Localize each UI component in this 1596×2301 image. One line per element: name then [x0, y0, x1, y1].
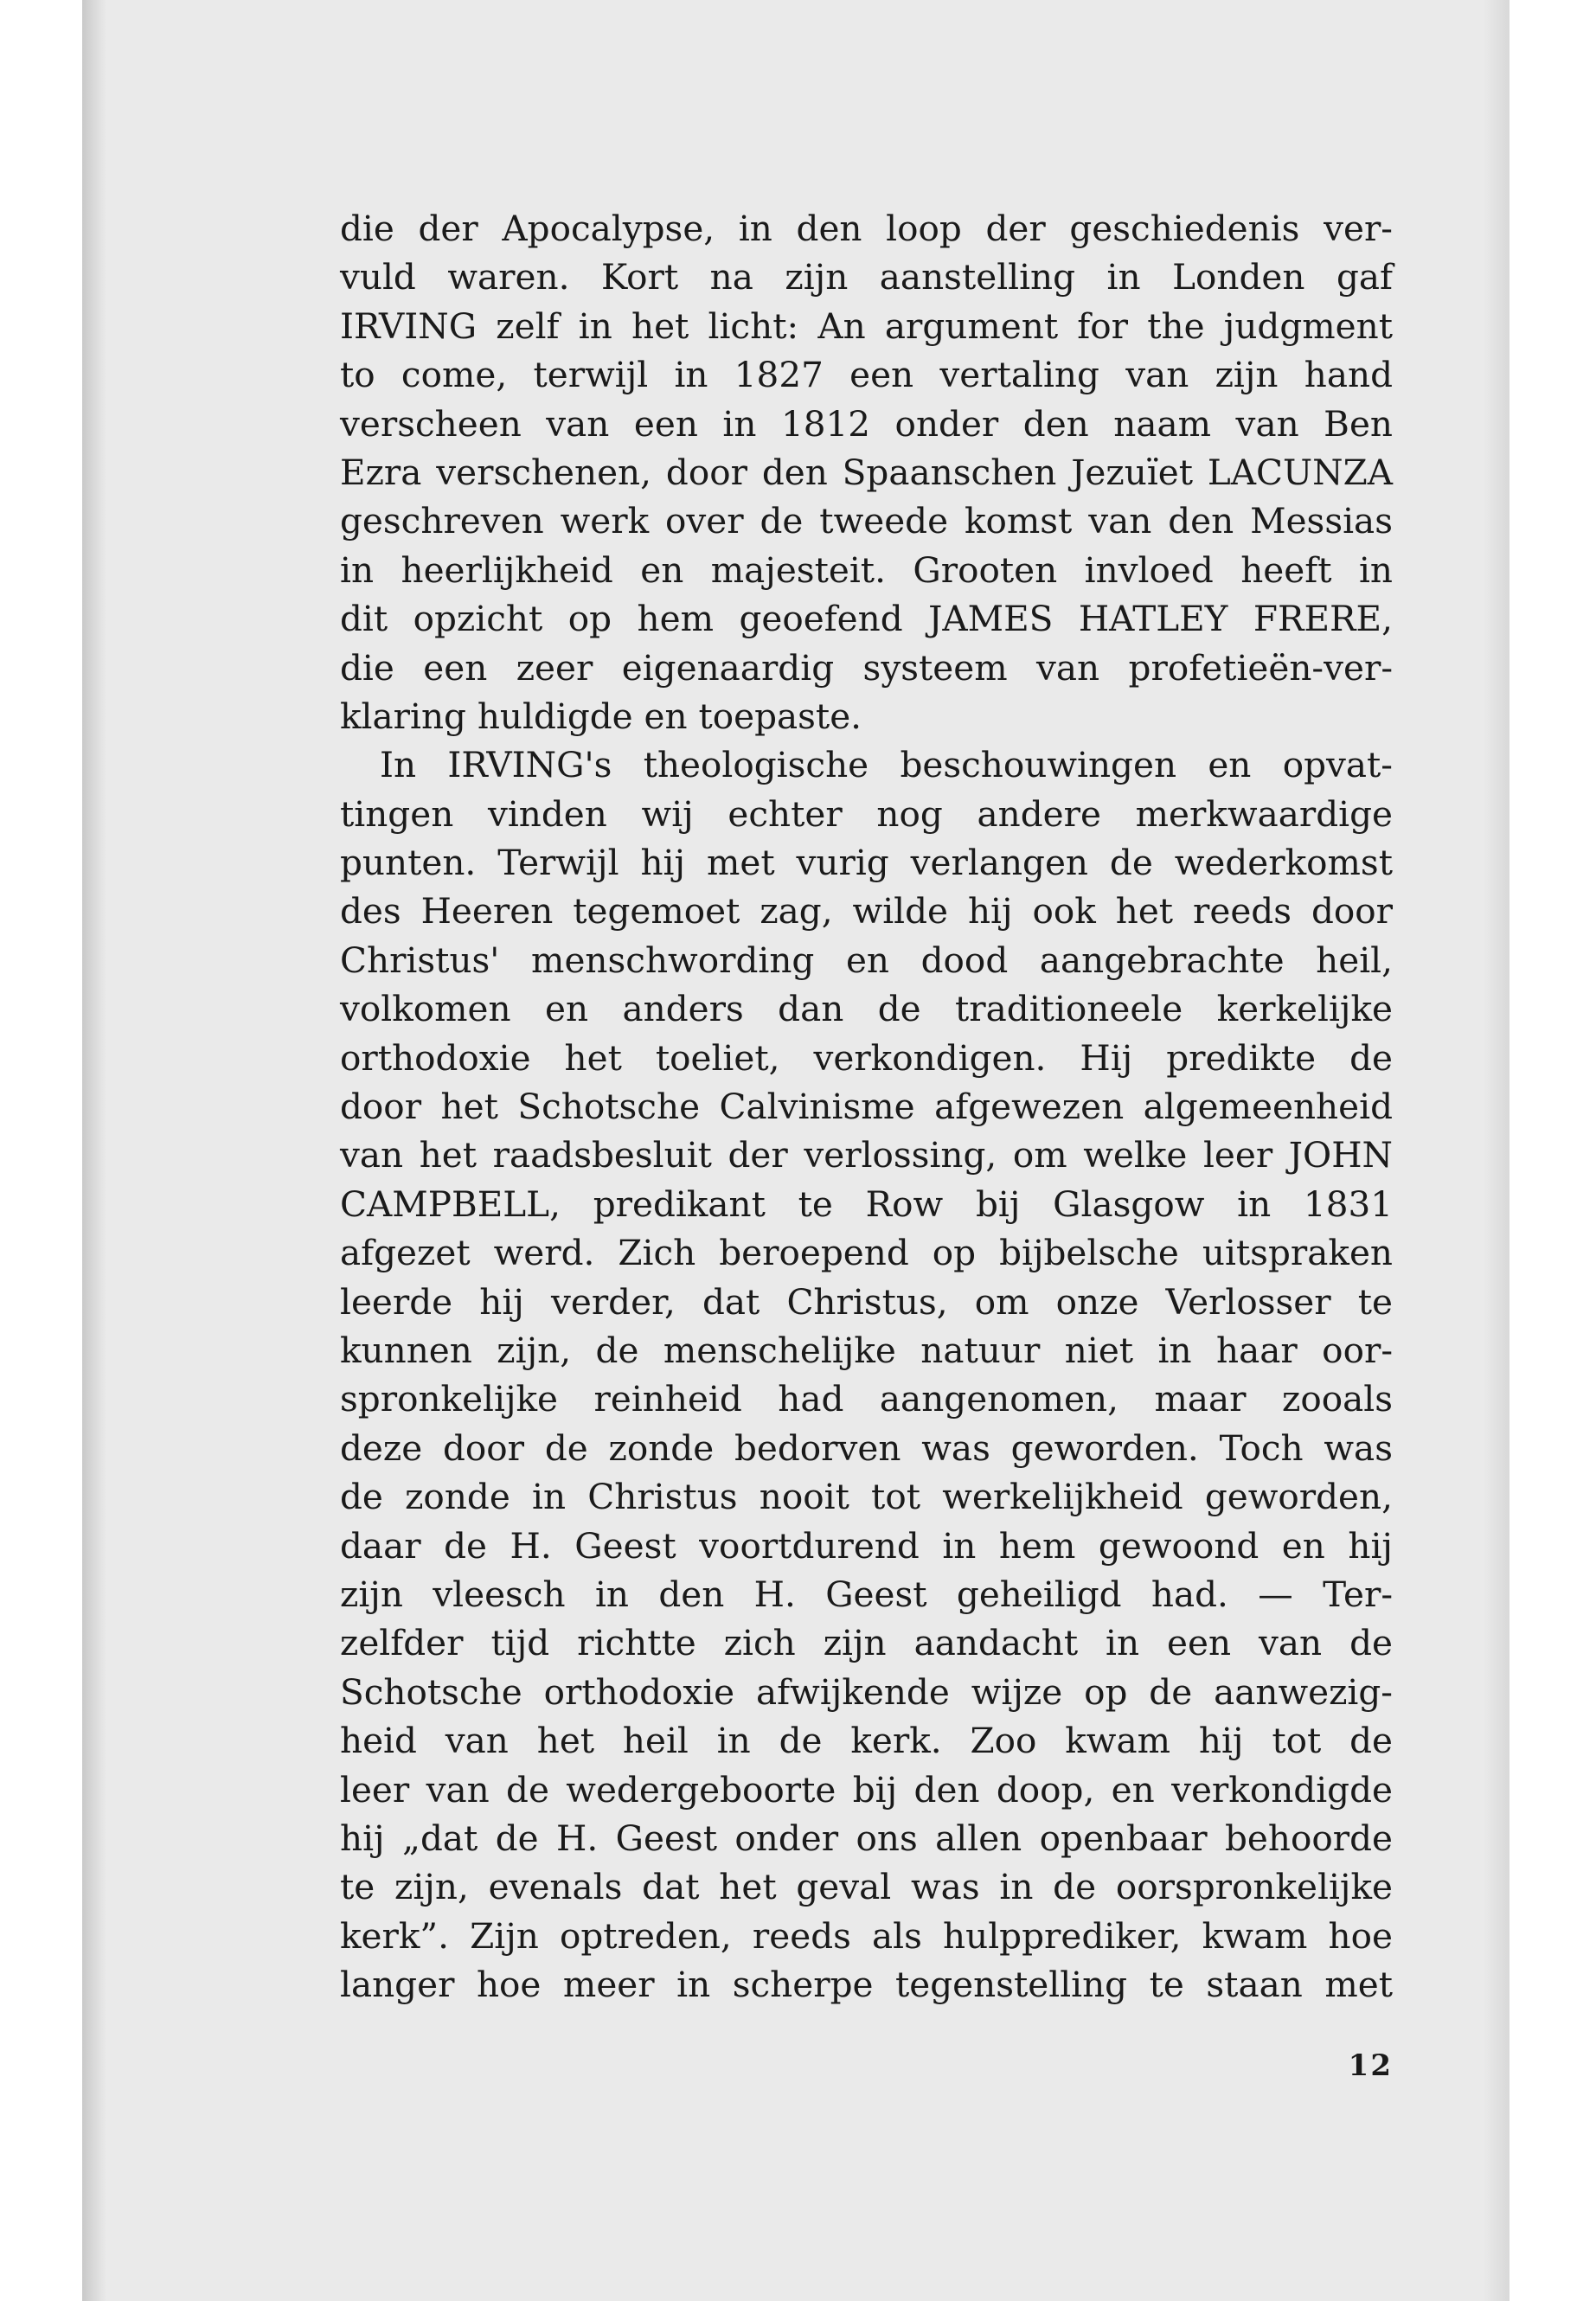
- text-line: In IRVING's theologische beschouwingen en opvat-: [380, 744, 1393, 786]
- text-line: door het Schotsche Calvinisme afgewezen algemeenheid: [340, 1086, 1393, 1128]
- text-line: vuld waren. Kort na zijn aanstelling in Londen gaf: [340, 256, 1393, 298]
- text-line: Ezra verschenen, door den Spaanschen Jezuïet LACUNZA: [340, 451, 1393, 493]
- text-line: zijn vleesch in den H. Geest geheiligd had. — Ter-: [340, 1573, 1393, 1615]
- text-line: die een zeer eigenaardig systeem van profetieën-ver-: [340, 646, 1393, 689]
- text-line: geschreven werk over de tweede komst van den Messias: [340, 500, 1393, 542]
- gutter-shadow: [82, 0, 106, 2301]
- text-line: deze door de zonde bedorven was geworden. Toch was: [340, 1426, 1393, 1469]
- text-line: punten. Terwijl hij met vurig verlangen de wederkomst: [340, 842, 1393, 884]
- text-line: leerde hij verder, dat Christus, om onze Verlosser te: [340, 1280, 1393, 1323]
- text-line: zelfder tijd richtte zich zijn aandacht in een van de: [340, 1622, 1393, 1664]
- text-line: van het raadsbesluit der verlossing, om welke leer JOHN: [340, 1134, 1393, 1176]
- text-line: die der Apocalypse, in den loop der geschiedenis ver-: [340, 208, 1393, 249]
- text-line: afgezet werd. Zich beroepend op bijbelsche uitspraken: [340, 1232, 1393, 1274]
- text-line: heid van het heil in de kerk. Zoo kwam hij tot de: [340, 1720, 1393, 1762]
- text-line: de zonde in Christus nooit tot werkelijkheid geworden,: [340, 1476, 1393, 1518]
- text-line: kunnen zijn, de menschelijke natuur niet in haar oor-: [340, 1329, 1393, 1371]
- text-line: te zijn, evenals dat het geval was in de oorspronkelijke: [340, 1866, 1393, 1908]
- text-line: daar de H. Geest voortdurend in hem gewoond en hij: [340, 1524, 1393, 1567]
- text-line: orthodoxie het toeliet, verkondigen. Hij predikte de: [340, 1036, 1393, 1079]
- text-line: tingen vinden wij echter nog andere merkwaardige: [340, 792, 1393, 835]
- page-number: 12: [1348, 2048, 1393, 2083]
- text-line: langer hoe meer in scherpe tegenstelling te staan met: [340, 1964, 1393, 2006]
- text-line: kerk”. Zijn optreden, reeds als hulpprediker, kwam hoe: [340, 1914, 1393, 1957]
- text-line: IRVING zelf in het licht: An argument for the judgment: [340, 304, 1393, 347]
- text-line: to come, terwijl in 1827 een vertaling van zijn hand: [340, 354, 1393, 396]
- text-line: leer van de wedergeboorte bij den doop, en verkondigde: [340, 1768, 1393, 1811]
- text-line: volkomen en anders dan de traditioneele kerkelijke: [340, 988, 1393, 1030]
- body-text: [340, 204, 1393, 2009]
- text-line: in heerlijkheid en majesteit. Grooten invloed heeft in: [340, 548, 1393, 591]
- text-line: CAMPBELL, predikant te Row bij Glasgow in 1831: [340, 1183, 1393, 1225]
- text-line: Schotsche orthodoxie afwijkende wijze op de aanwezig-: [340, 1670, 1393, 1713]
- text-line: hij „dat de H. Geest onder ons allen openbaar behoorde: [340, 1817, 1393, 1859]
- text-line: klaring huldigde en toepaste.: [340, 695, 862, 737]
- page-edge-shadow: [1484, 0, 1509, 2301]
- text-line: dit opzicht op hem geoefend JAMES HATLEY FRERE,: [340, 598, 1393, 640]
- text-line: Christus' menschwording en dood aangebrachte heil,: [340, 939, 1393, 981]
- text-line: spronkelijke reinheid had aangenomen, maar zooals: [340, 1378, 1393, 1420]
- text-line: verscheen van een in 1812 onder den naam van Ben: [340, 402, 1393, 445]
- text-line: des Heeren tegemoet zag, wilde hij ook het reeds door: [340, 890, 1393, 933]
